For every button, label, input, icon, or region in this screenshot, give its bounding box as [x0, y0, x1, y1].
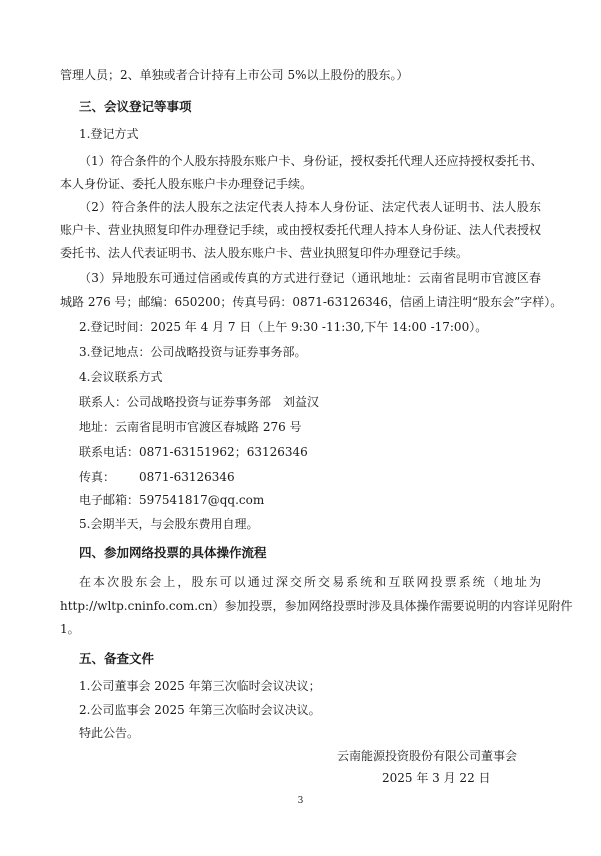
closing-statement: 特此公告。 — [79, 726, 140, 740]
fax-row — [79, 469, 235, 485]
registration-individual-line-1: （1）符合条件的个人股东持股东账户卡、身份证，授权委托代理人还应持授权委托书、 — [79, 154, 543, 168]
email-value: 597541817@qq.com — [139, 493, 265, 507]
registration-corporate-line-2: 账户卡、营业执照复印件办理登记手续，或由授权委托代理人持本人身份证、法人代表授权 — [60, 223, 541, 237]
address-row — [79, 419, 302, 435]
contact-person-value: 公司战略投资与证券事务部 刘益汉 — [127, 395, 320, 409]
phone-row — [79, 444, 308, 460]
signature-company: 云南能源投资股份有限公司董事会 — [337, 749, 518, 763]
email-row — [79, 492, 264, 508]
reference-doc-1: 1.公司董事会 2025 年第三次临时会议决议； — [79, 679, 321, 693]
registration-corporate-line-3: 委托书、法人代表证明书、法人股东账户卡、营业执照复印件办理登记手续。 — [60, 246, 469, 260]
section-3-heading: 三、会议登记等事项 — [79, 99, 192, 114]
meeting-duration-note: 5.会期半天，与会股东费用自理。 — [79, 517, 259, 531]
address-label: 地址： — [79, 420, 116, 434]
reference-doc-2: 2.公司监事会 2025 年第三次临时会议决议。 — [79, 703, 321, 717]
section-4-heading: 四、参加网络投票的具体操作流程 — [79, 545, 267, 560]
registration-time: 2.登记时间：2025 年 4 月 7 日（上午 9:30 -11:30,下午 14:00 -17:00）。 — [79, 320, 488, 334]
online-voting-line-2: http://wltp.cninfo.com.cn）参加投票，参加网络投票时涉及具体操作需要说明的内容详见附件 — [60, 599, 573, 613]
registration-location: 3.登记地点：公司战略投资与证券事务部。 — [79, 345, 307, 359]
registration-individual-line-2: 本人身份证、委托人股东账户卡办理登记手续。 — [60, 177, 313, 191]
page-number: 3 — [297, 796, 304, 806]
online-voting-line-3: 1。 — [60, 622, 80, 636]
fax-value: 0871-63126346 — [139, 470, 235, 484]
section-5-heading: 五、备查文件 — [79, 651, 155, 666]
phone-label: 联系电话： — [79, 445, 140, 459]
signature-date: 2025 年 3 月 22 日 — [382, 771, 491, 785]
registration-corporate-line-1: （2）符合条件的法人股东之法定代表人持本人身份证、法定代表人证明书、法人股东 — [79, 200, 541, 214]
email-label: 电子邮箱： — [79, 493, 140, 507]
contact-info-title: 4.会议联系方式 — [79, 370, 163, 384]
registration-remote-line-2: 城路 276 号；邮编：650200；传真号码：0871-63126346，信函上请注明“股东会”字样）。 — [60, 295, 563, 309]
online-voting-line-1: 在本次股东会上，股东可以通过深交所交易系统和互联网投票系统（地址为 — [79, 575, 541, 589]
phone-value: 0871-63151962；63126346 — [139, 445, 308, 459]
registration-method-title: 1.登记方式 — [79, 127, 139, 141]
contact-person-label: 联系人： — [79, 395, 128, 409]
registration-remote-line-1: （3）异地股东可通过信函或传真的方式进行登记（通讯地址：云南省昆明市官渡区春 — [79, 271, 541, 285]
intro-line: 管理人员；2、单独或者合计持有上市公司 5%以上股份的股东。） — [60, 68, 409, 82]
address-value: 云南省昆明市官渡区春城路 276 号 — [115, 420, 302, 434]
contact-person-row — [79, 394, 319, 410]
fax-label: 传真： — [79, 470, 116, 484]
